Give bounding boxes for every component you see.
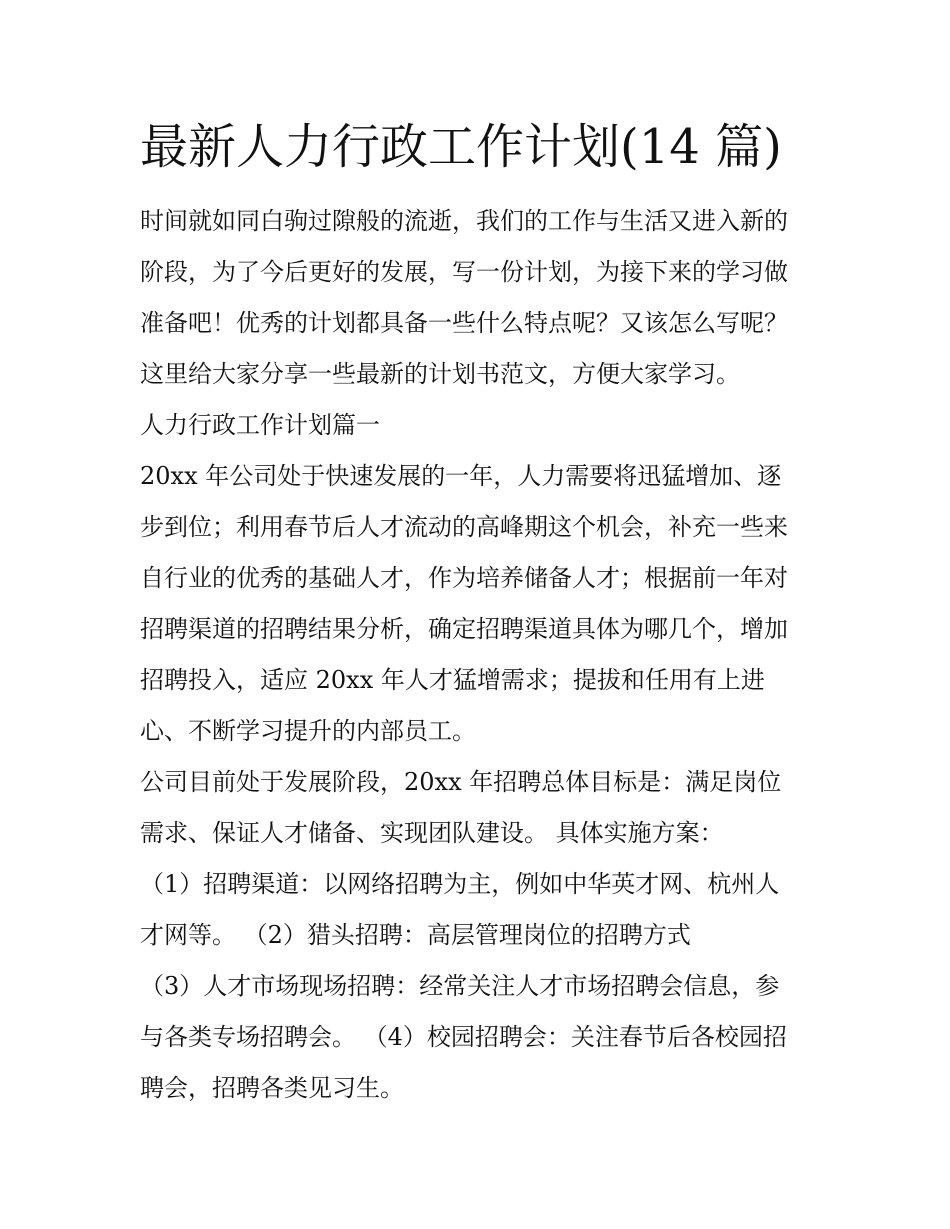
document-title: 最新人力行政工作计划(14 篇): [140, 119, 782, 175]
body-line-13: 需求、保证人才储备、实现团队建设。 具体实施方案：: [140, 819, 724, 847]
body-line-16: （3）人才市场现场招聘：经常关注人才市场招聘会信息，参: [140, 972, 780, 1000]
body-line-4: 这里给大家分享一些最新的计划书范文，方便大家学习。: [140, 360, 740, 388]
body-line-12: 公司目前处于发展阶段，20xx 年招聘总体目标是：满足岗位: [140, 768, 782, 796]
section-heading-1: 人力行政工作计划篇一: [140, 411, 380, 439]
body-line-7: 步到位；利用春节后人才流动的高峰期这个机会，补充一些来: [140, 513, 788, 541]
body-line-9: 招聘渠道的招聘结果分析，确定招聘渠道具体为哪几个，增加: [140, 615, 788, 643]
body-line-3: 准备吧！优秀的计划都具备一些什么特点呢？又该怎么写呢？: [140, 309, 788, 337]
body-line-8: 自行业的优秀的基础人才，作为培养储备人才；根据前一年对: [140, 564, 788, 592]
body-line-17: 与各类专场招聘会。 （4）校园招聘会：关注春节后各校园招: [140, 1023, 787, 1051]
body-line-18: 聘会，招聘各类见习生。: [140, 1074, 404, 1102]
body-line-1: 时间就如同白驹过隙般的流逝，我们的工作与生活又进入新的: [140, 207, 788, 235]
body-line-2: 阶段，为了今后更好的发展，写一份计划，为接下来的学习做: [140, 258, 788, 286]
body-line-14: （1）招聘渠道：以网络招聘为主，例如中华英才网、杭州人: [140, 870, 780, 898]
body-line-10: 招聘投入，适应 20xx 年人才猛增需求；提拔和任用有上进: [140, 666, 765, 694]
document-body: [140, 196, 830, 1114]
body-line-15: 才网等。 （2）猎头招聘：高层管理岗位的招聘方式: [140, 921, 691, 949]
body-line-11: 心、不断学习提升的内部员工。: [140, 717, 476, 745]
body-line-6: 20xx 年公司处于快速发展的一年，人力需要将迅猛增加、逐: [140, 462, 782, 490]
